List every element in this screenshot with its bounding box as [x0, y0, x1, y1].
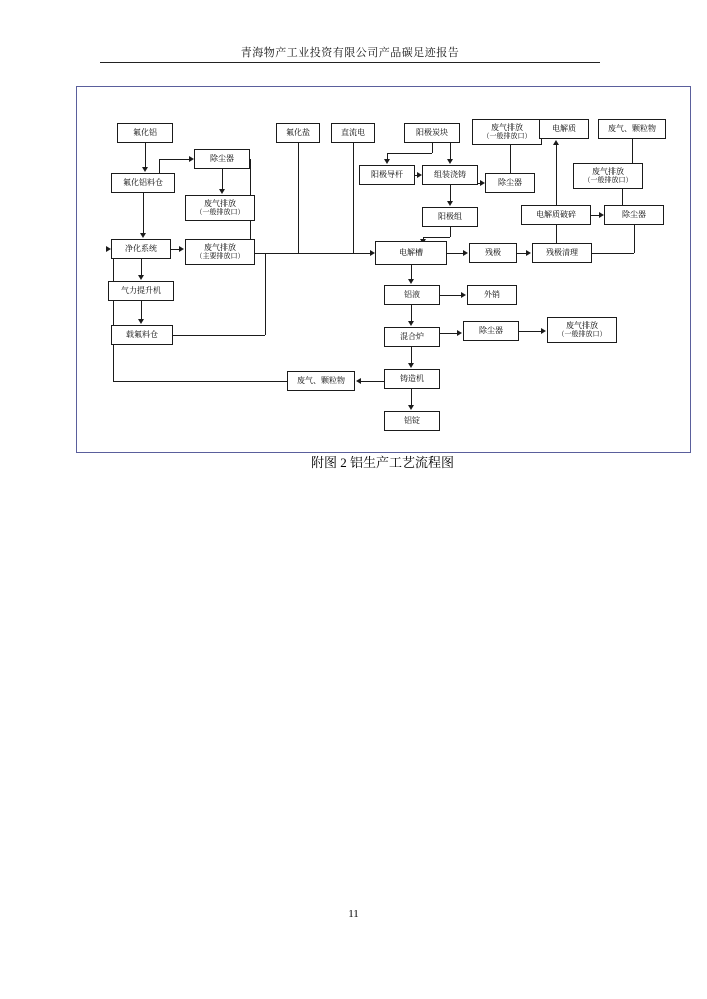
node-anode-carbon-block: 阳极炭块	[404, 123, 460, 143]
edge	[622, 189, 623, 205]
arrow	[384, 159, 390, 164]
node-residual-anode-cleaning: 残极清理	[532, 243, 592, 263]
edge	[440, 295, 461, 296]
edge	[387, 153, 432, 154]
node-residual-anode: 残极	[469, 243, 517, 263]
figure-caption: 附图 2 铝生产工艺流程图	[310, 455, 454, 470]
edge	[447, 253, 463, 254]
arrow	[179, 246, 184, 252]
node-purification-system: 净化系统	[111, 239, 171, 259]
node-dust-collector-4: 除尘器	[463, 321, 519, 341]
edge	[556, 225, 557, 243]
edge	[450, 227, 451, 237]
edge	[591, 215, 599, 216]
node-direct-current: 直流电	[331, 123, 375, 143]
edge	[145, 143, 146, 167]
edge	[632, 139, 633, 163]
edge	[411, 389, 412, 405]
node-exhaust-main: 废气排放 （主要排放口）	[185, 239, 255, 265]
edge	[450, 185, 451, 201]
node-external-sale: 外销	[467, 285, 517, 305]
arrow	[408, 279, 414, 284]
figure-frame	[76, 86, 691, 453]
edge	[592, 253, 634, 254]
edge	[510, 145, 511, 173]
page-number: 11	[348, 908, 359, 920]
arrow	[461, 292, 466, 298]
node-casting-machine: 铸造机	[384, 369, 440, 389]
node-dust-collector-1: 除尘器	[194, 149, 250, 169]
arrow	[408, 363, 414, 368]
header-divider	[100, 62, 600, 63]
node-exhaust-general-4: 废气排放 （一般排放口）	[547, 317, 617, 343]
node-mixing-furnace: 混合炉	[384, 327, 440, 347]
edge	[556, 145, 557, 205]
edge	[353, 143, 354, 253]
edge	[159, 159, 160, 173]
edge	[432, 143, 433, 153]
arrow	[408, 405, 414, 410]
arrow	[463, 250, 468, 256]
arrow	[356, 378, 361, 384]
edge	[141, 259, 142, 275]
node-exhaust-general-3: 废气排放 （一般排放口）	[573, 163, 643, 189]
edge	[250, 253, 370, 254]
edge	[411, 265, 412, 279]
node-fluorine-loaded-silo: 载氟料仓	[111, 325, 173, 345]
edge	[171, 249, 179, 250]
node-air-lift: 气力提升机	[108, 281, 174, 301]
edge	[634, 225, 635, 253]
arrow	[140, 233, 146, 238]
node-fluoride-aluminum: 氟化铝	[117, 123, 173, 143]
arrow	[526, 250, 531, 256]
arrow	[553, 140, 559, 145]
node-exhaust-particulate-1: 废气、颗粒物	[598, 119, 666, 139]
node-assembly-casting: 组装浇铸	[422, 165, 478, 185]
edge	[298, 143, 299, 253]
node-aluminum-ingot: 铝锭	[384, 411, 440, 431]
node-dust-collector-3: 除尘器	[604, 205, 664, 225]
arrow	[138, 319, 144, 324]
edge	[113, 381, 287, 382]
edge	[159, 159, 189, 160]
node-electrolyte: 电解质	[539, 119, 589, 139]
edge	[411, 305, 412, 321]
edge	[519, 331, 541, 332]
node-fluoride-aluminum-silo: 氟化铝料仓	[111, 173, 175, 193]
node-molten-aluminum: 铝液	[384, 285, 440, 305]
arrow	[138, 275, 144, 280]
node-electrolysis-cell: 电解槽	[375, 241, 447, 265]
node-dust-collector-2: 除尘器	[485, 173, 535, 193]
arrow	[447, 201, 453, 206]
node-fluoride-salt: 氟化盐	[276, 123, 320, 143]
node-exhaust-general-2: 废气排放 （一般排放口）	[472, 119, 542, 145]
arrow	[541, 328, 546, 334]
edge	[113, 249, 114, 381]
node-exhaust-particulate-2: 废气、颗粒物	[287, 371, 355, 391]
edge	[411, 347, 412, 363]
edge	[517, 253, 526, 254]
edge	[141, 301, 142, 319]
node-anode-assembly: 阳极组	[422, 207, 478, 227]
node-exhaust-general-1: 废气排放 （一般排放口）	[185, 195, 255, 221]
edge	[450, 143, 451, 159]
node-anode-rod: 阳极导杆	[359, 165, 415, 185]
arrow	[457, 330, 462, 336]
arrow	[408, 321, 414, 326]
edge	[173, 335, 265, 336]
edge	[361, 381, 384, 382]
arrow	[447, 159, 453, 164]
edge	[423, 237, 450, 238]
document-header: 青海物产工业投资有限公司产品碳足迹报告	[240, 47, 460, 59]
edge	[143, 193, 144, 233]
edge	[440, 333, 457, 334]
edge	[222, 169, 223, 189]
edge	[265, 253, 266, 335]
arrow	[219, 189, 225, 194]
node-electrolyte-crushing: 电解质破碎	[521, 205, 591, 225]
arrow	[142, 167, 148, 172]
